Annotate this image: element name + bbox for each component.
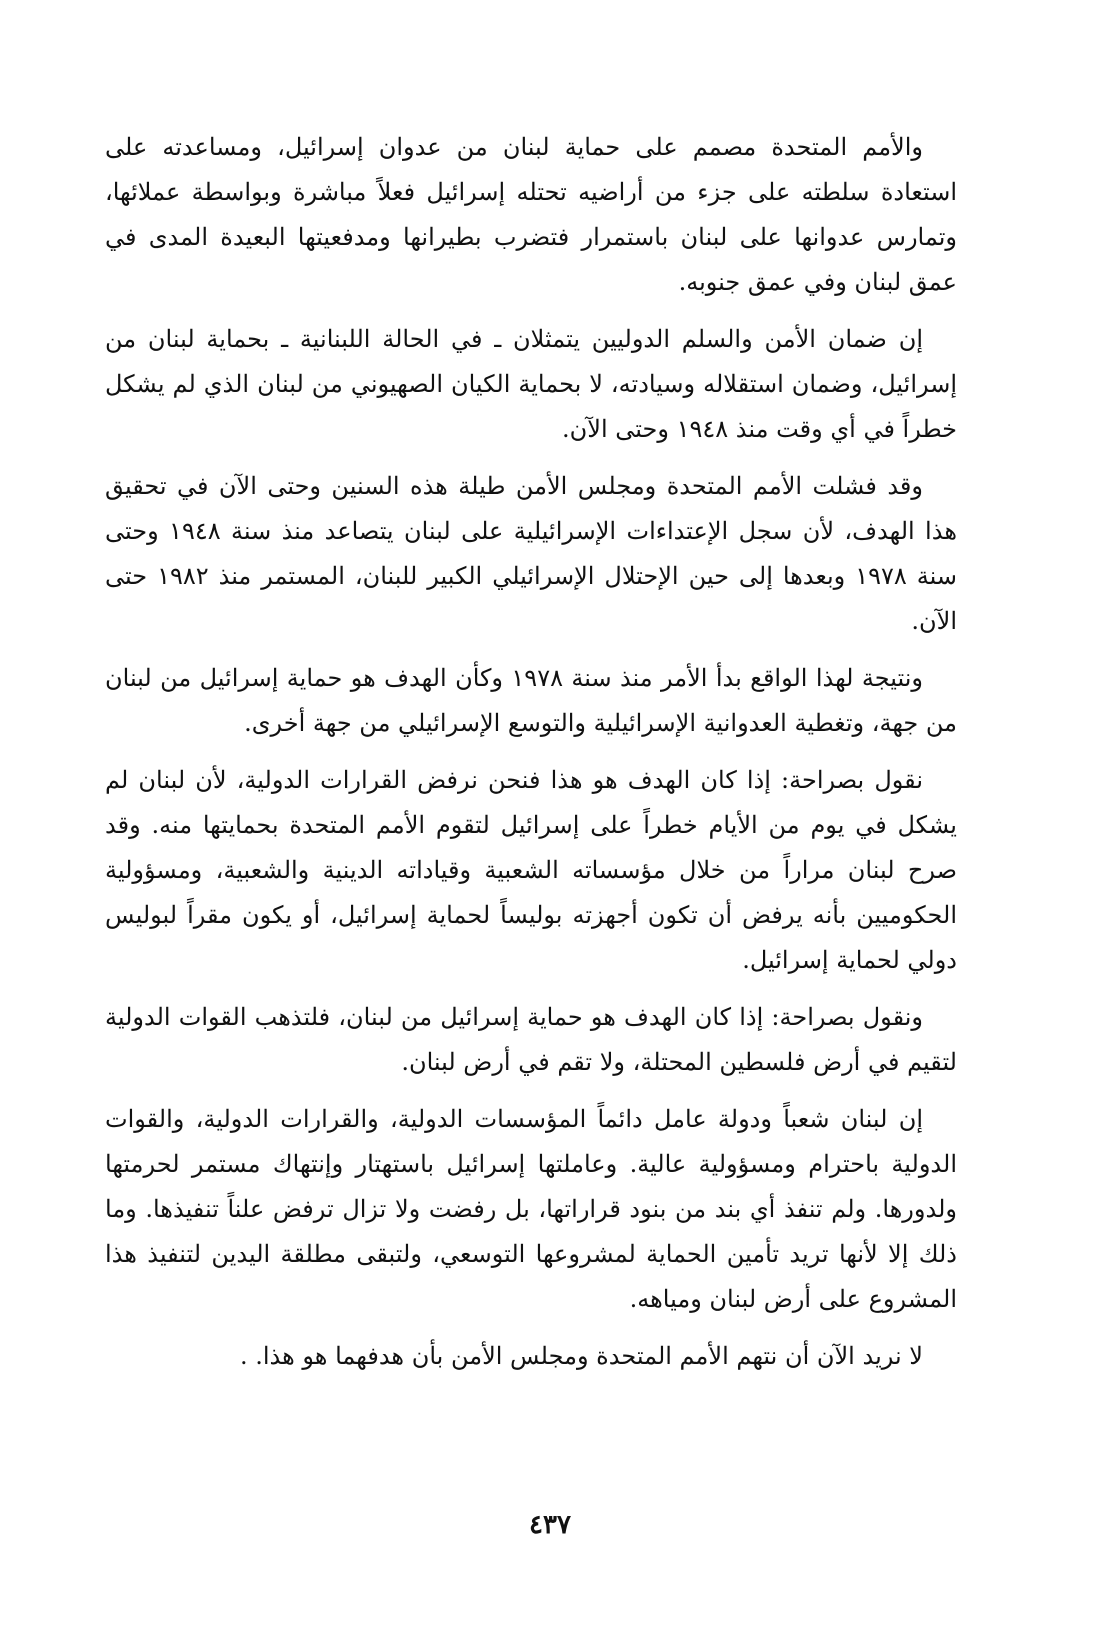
paragraph-3: وقد فشلت الأمم المتحدة ومجلس الأمن طيلة هذه السنين وحتى الآن في تحقيق هذا الهدف، لأن سجل الإعتداءات الإسرائيلية على لبنان يتصاعد منذ سنة ١٩٤٨ وحتى سنة ١٩٧٨ وبعدها إلى حين الإحتلال الإسرائيلي الكبير للبنان، المستمر منذ ١٩٨٢ حتى الآن. [105,472,957,635]
paragraph-5: نقول بصراحة: إذا كان الهدف هو هذا فنحن نرفض القرارات الدولية، لأن لبنان لم يشكل في يوم من الأيام خطراً على إسرائيل لتقوم الأمم المتحدة بحمايتها منه. وقد صرح لبنان مراراً من خلال مؤسساته الشعبية وقياداته الدينية والشعبية، ومسؤولية الحكوميين بأنه يرفض أن تكون أجهزته بوليساً لحماية إسرائيل، أو يكون مقراً لبوليس دولي لحماية إسرائيل. [105,766,957,974]
paragraph-2: إن ضمان الأمن والسلم الدوليين يتمثلان ـ في الحالة اللبنانية ـ بحماية لبنان من إسرائيل، وضمان استقلاله وسيادته، لا بحماية الكيان الصهيوني من لبنان الذي لم يشكل خطراً في أي وقت منذ ١٩٤٨ وحتى الآن. [105,325,957,443]
page-number: ٤٣٧ [529,1510,571,1540]
body-text [105,125,957,1391]
paragraph-4: ونتيجة لهذا الواقع بدأ الأمر منذ سنة ١٩٧٨ وكأن الهدف هو حماية إسرائيل من لبنان من جهة، وتغطية العدوانية الإسرائيلية والتوسع الإسرائيلي من جهة أخرى. [105,664,957,737]
paragraph-1: والأمم المتحدة مصمم على حماية لبنان من عدوان إسرائيل، ومساعدته على استعادة سلطته على جزء من أراضيه تحتله إسرائيل فعلاً مباشرة وبواسطة عملائها، وتمارس عدوانها على لبنان باستمرار فتضرب بطيرانها ومدفعيتها البعيدة المدى في عمق لبنان وفي عمق جنوبه. [105,133,957,296]
paragraph-8: لا نريد الآن أن نتهم الأمم المتحدة ومجلس الأمن بأن هدفهما هو هذا. . [239,1342,923,1370]
paragraph-6: ونقول بصراحة: إذا كان الهدف هو حماية إسرائيل من لبنان، فلتذهب القوات الدولية لتقيم في أرض فلسطين المحتلة، ولا تقم في أرض لبنان. [105,1003,957,1076]
paragraph-7: إن لبنان شعباً ودولة عامل دائماً المؤسسات الدولية، والقرارات الدولية، والقوات الدولية باحترام ومسؤولية عالية. وعاملتها إسرائيل باستهتار وإنتهاك مستمر لحرمتها ولدورها. ولم تنفذ أي بند من بنود قراراتها، بل رفضت ولا تزال ترفض علناً تنفيذها. وما ذلك إلا لأنها تريد تأمين الحماية لمشروعها التوسعي، ولتبقى مطلقة اليدين لتنفيذ هذا المشروع على أرض لبنان ومياهه. [105,1105,957,1313]
